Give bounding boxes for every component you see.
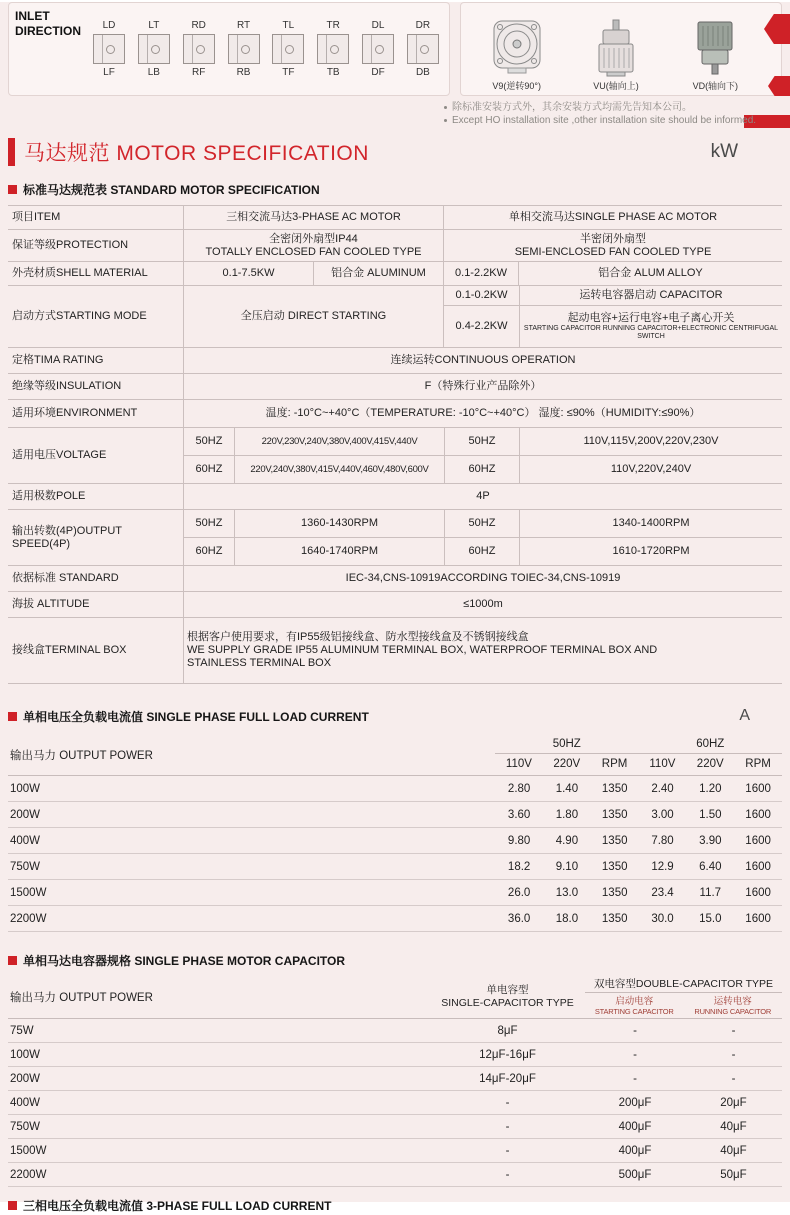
- column-header: 双电容型DOUBLE-CAPACITOR TYPE: [585, 976, 782, 993]
- spec-row-label: 海拔 ALTITUDE: [12, 598, 90, 610]
- table-cell: 23.4: [651, 886, 674, 899]
- table-row: [8, 854, 782, 880]
- table-row: [8, 802, 782, 828]
- inlet-direction-item: [89, 19, 129, 79]
- inlet-direction-title: [15, 5, 89, 39]
- table-row: [8, 828, 782, 854]
- motor-shaft-dot: [330, 45, 339, 54]
- spec-cell: 1610-1720RPM: [519, 538, 782, 565]
- mount-label: V9(逆转90°): [492, 81, 541, 91]
- spec-cell-caption: STARTING CAPACITOR RUNNING CAPACITOR+ELECTRONIC CENTRIFUGAL SWITCH: [523, 325, 779, 340]
- motor-direction-icon: [317, 34, 349, 64]
- motor-direction-icon: [407, 34, 439, 64]
- table-cell: 75W: [10, 1024, 34, 1037]
- spec-row-label: 启动方式STARTING MODE: [12, 310, 147, 322]
- inlet-top-label: TR: [326, 20, 340, 31]
- table-cell: 30.0: [651, 912, 674, 925]
- table-cell: 1.20: [699, 782, 722, 795]
- column-header: [585, 993, 684, 1018]
- table-cell: 1350: [601, 886, 628, 899]
- spec-cell: [183, 618, 782, 683]
- catalog-page: [0, 2, 790, 1213]
- spec-cell: 60HZ: [195, 463, 223, 475]
- spec-subrow: [184, 510, 782, 538]
- table-cell: 4.90: [555, 834, 579, 847]
- table-cell: 7.80: [651, 834, 674, 847]
- spec-row-protection: [8, 230, 782, 262]
- table-cell: -: [633, 1048, 637, 1061]
- table-cell: 1600: [745, 886, 771, 899]
- table-cell: 15.0: [699, 912, 722, 925]
- spec-row-starting: [8, 286, 782, 348]
- motor-shaft-dot: [375, 45, 384, 54]
- spec-cell: 0.1-0.2KW: [455, 289, 508, 301]
- column-header-line: 单电容型: [486, 984, 529, 996]
- motor-shaft-dot: [196, 45, 205, 54]
- spec-cell-line: STAINLESS TERMINAL BOX: [187, 657, 332, 669]
- inlet-bottom-label: LB: [147, 67, 160, 78]
- page-title: 马达规范 MOTOR SPECIFICATION: [24, 142, 369, 165]
- note-line: [444, 114, 780, 127]
- column-header: 110V: [505, 758, 532, 770]
- table-cell: -: [505, 1120, 510, 1133]
- spec-subtable: [443, 286, 782, 347]
- table-cell: 13.0: [555, 886, 579, 899]
- inlet-bottom-label: DB: [415, 67, 430, 78]
- table-cell: 12μF-16μF: [479, 1048, 536, 1061]
- spec-subrow: [444, 306, 782, 347]
- table-cell: 3.90: [699, 834, 722, 847]
- column-header: [430, 976, 585, 1018]
- table-cell: 14μF-20μF: [479, 1072, 536, 1085]
- installation-notes: [444, 101, 780, 127]
- table-cell: 20μF: [720, 1096, 747, 1109]
- table-row: [8, 1043, 782, 1067]
- table-row: [8, 776, 782, 802]
- inlet-direction-item: [268, 19, 308, 79]
- motor-shaft-dot: [285, 45, 294, 54]
- table-cell: -: [731, 1024, 736, 1037]
- inlet-direction-panel: [8, 2, 450, 96]
- spec-cell-line: 根据客户使用要求，有IP55级铝接线盒、防水型接线盒及不锈钢接线盒: [187, 631, 529, 643]
- section-title: 标准马达规范表 STANDARD MOTOR SPECIFICATION: [23, 182, 320, 197]
- table-cell: 200W: [10, 808, 41, 821]
- inlet-bottom-label: TF: [282, 67, 295, 78]
- spec-row-label: 保证等级PROTECTION: [12, 239, 129, 251]
- table-cell: 11.7: [699, 886, 722, 899]
- table-cell: 1350: [601, 808, 628, 821]
- inlet-title-line1: INLET: [15, 9, 50, 23]
- inlet-bottom-label: TB: [326, 67, 340, 78]
- note-text: 除标准安装方式外，其余安装方式均需先告知本公司。: [452, 102, 692, 113]
- table-row: [8, 880, 782, 906]
- spec-cell: 50HZ: [195, 517, 223, 529]
- spec-row-altitude: [8, 592, 782, 618]
- motor-shaft-dot: [241, 45, 250, 54]
- column-header: 220V: [696, 758, 724, 770]
- title-unit: kW: [710, 141, 738, 162]
- inlet-direction-item: [224, 19, 264, 79]
- column-header: 输出马力 OUTPUT POWER: [10, 749, 153, 762]
- motor-direction-icon: [362, 34, 394, 64]
- table-cell: 2.80: [507, 782, 531, 795]
- mount-figure: [488, 18, 546, 92]
- spec-row-label: 适用环境ENVIRONMENT: [12, 407, 138, 419]
- table-cell: 1600: [745, 782, 771, 795]
- spec-row-rating: [8, 348, 782, 374]
- table-cell: 9.10: [555, 860, 579, 873]
- mount-figure: [686, 18, 744, 92]
- column-header: 220V: [553, 758, 581, 770]
- section-bullet-icon: [8, 1201, 17, 1210]
- mount-label: VU(轴向上): [593, 81, 639, 91]
- motor-shaft-dot: [106, 45, 115, 54]
- motor-front-view-icon: [488, 18, 546, 78]
- table-cell: 400W: [10, 1096, 41, 1109]
- spec-cell: 连续运转CONTINUOUS OPERATION: [183, 348, 782, 373]
- flc-subheader-row: [495, 754, 782, 775]
- bullet-dot-icon: [444, 106, 447, 109]
- table-cell: 3.00: [651, 808, 674, 821]
- table-cell: 1600: [745, 834, 771, 847]
- spec-cell: 220V,230V,240V,380V,400V,415V,440V: [234, 428, 444, 455]
- table-cell: 500μF: [618, 1168, 652, 1181]
- table-cell: 1.50: [699, 808, 722, 821]
- table-cell: 26.0: [507, 886, 531, 899]
- bullet-dot-icon: [444, 119, 447, 122]
- inlet-direction-item: [403, 19, 443, 79]
- table-cell: 8μF: [497, 1024, 518, 1037]
- double-capacitor-subheaders: [585, 993, 782, 1018]
- column-header-line: 启动电容: [615, 995, 654, 1007]
- double-capacitor-header: [585, 976, 782, 1018]
- table-cell: 100W: [10, 1048, 41, 1061]
- spec-cell: 0.4-2.2KW: [455, 320, 508, 332]
- spec-row-label: 定格TIMA RATING: [12, 354, 104, 366]
- inlet-bottom-label: LF: [103, 67, 115, 78]
- spec-row-label: 依据标准 STANDARD: [12, 572, 119, 584]
- spec-cell: ≤1000m: [183, 592, 782, 617]
- spec-cell: 60HZ: [195, 545, 223, 557]
- table-cell: 1500W: [10, 886, 47, 899]
- table-cell: 1350: [601, 860, 628, 873]
- table-cell: 9.80: [507, 834, 531, 847]
- spec-cell: 铝合金 ALUM ALLOY: [518, 262, 782, 285]
- spec-cell: 50HZ: [444, 510, 519, 537]
- spec-cell: 4P: [183, 484, 782, 509]
- spec-row-insulation: [8, 374, 782, 400]
- spec-cell-line: 起动电容+运行电容+电子离心开关: [567, 312, 735, 324]
- spec-cell: 60HZ: [444, 456, 519, 483]
- table-cell: 2.40: [651, 782, 674, 795]
- section-title: 单相马达电容器规格 SINGLE PHASE MOTOR CAPACITOR: [23, 953, 346, 968]
- table-cell: -: [731, 1072, 736, 1085]
- inlet-top-label: TL: [282, 20, 295, 31]
- section-header-3phase: [8, 1195, 782, 1215]
- full-load-current-table: [8, 734, 782, 932]
- spec-row-label: 绝缘等级INSULATION: [12, 380, 122, 392]
- motor-direction-icon: [272, 34, 304, 64]
- spec-cell: 运转电容器启动 CAPACITOR: [519, 286, 782, 305]
- spec-row-label: 适用极数POLE: [12, 490, 86, 502]
- table-cell: 36.0: [507, 912, 531, 925]
- table-cell: 2200W: [10, 1168, 47, 1181]
- note-text: Except HO installation site ,other installation site should be informed.: [452, 115, 757, 126]
- table-cell: -: [505, 1168, 510, 1181]
- section-title: 单相电压全负载电流值 SINGLE PHASE FULL LOAD CURRENT: [23, 709, 369, 724]
- spec-subrow: [184, 456, 782, 483]
- spec-cell: IEC-34,CNS-10919ACCORDING TOIEC-34,CNS-10919: [183, 566, 782, 591]
- table-cell: 12.9: [651, 860, 674, 873]
- spec-row-terminal: [8, 618, 782, 684]
- section-header-flc: [8, 706, 782, 726]
- spec-cell: 1640-1740RPM: [234, 538, 444, 565]
- spec-row-label: 输出转数(4P)OUTPUT SPEED(4P): [12, 524, 122, 550]
- spec-subtable: [183, 428, 782, 483]
- table-row: [8, 1163, 782, 1187]
- motor-shaft-down-icon: [686, 18, 744, 78]
- section-bullet-icon: [8, 712, 17, 721]
- spec-cell: 单相交流马达SINGLE PHASE AC MOTOR: [443, 206, 782, 229]
- table-row: [8, 1091, 782, 1115]
- spec-subrow: [444, 286, 782, 306]
- table-cell: 750W: [10, 1120, 41, 1133]
- column-header-line: SINGLE-CAPACITOR TYPE: [441, 997, 574, 1009]
- spec-cell: [183, 230, 443, 261]
- table-cell: 1350: [601, 782, 628, 795]
- section-unit: A: [739, 707, 750, 724]
- spec-cell: 110V,115V,200V,220V,230V: [519, 428, 782, 455]
- spec-cell: 50HZ: [195, 435, 223, 447]
- inlet-direction-item: [179, 19, 219, 79]
- spec-row-label: 外壳材质SHELL MATERIAL: [12, 267, 148, 279]
- column-header: 50HZ: [552, 738, 581, 750]
- inlet-top-label: DR: [415, 20, 431, 31]
- spec-cell: [443, 230, 782, 261]
- motor-direction-icon: [138, 34, 170, 64]
- spec-cell: 全压启动 DIRECT STARTING: [183, 286, 443, 347]
- spec-cell: F（特殊行业产品除外）: [183, 374, 782, 399]
- spec-cell-line: 全密闭外扇型IP44: [269, 232, 358, 245]
- spec-row-speed: [8, 510, 782, 566]
- spec-subrow: [184, 428, 782, 456]
- table-cell: -: [731, 1048, 736, 1061]
- spec-row-pole: [8, 484, 782, 510]
- spec-cell-line: 半密闭外扇型: [580, 232, 646, 245]
- spec-cell: 1340-1400RPM: [519, 510, 782, 537]
- table-cell: 2200W: [10, 912, 47, 925]
- section-header-spec: [8, 179, 782, 199]
- inlet-top-label: DL: [371, 20, 385, 31]
- spec-cell: 220V,240V,380V,415V,440V,460V,480V,600V: [234, 456, 444, 483]
- table-cell: -: [505, 1096, 510, 1109]
- table-cell: -: [505, 1144, 510, 1157]
- table-cell: 200μF: [618, 1096, 652, 1109]
- column-header: [684, 993, 783, 1018]
- table-cell: 18.0: [555, 912, 579, 925]
- table-row: [8, 1019, 782, 1043]
- inlet-title-line2: DIRECTION: [15, 24, 81, 38]
- table-row: [8, 1067, 782, 1091]
- table-cell: 40μF: [720, 1120, 747, 1133]
- flc-table-header: [8, 734, 782, 776]
- spec-cell-line: SEMI-ENCLOSED FAN COOLED TYPE: [514, 245, 712, 258]
- spec-row-voltage: [8, 428, 782, 484]
- spec-row-label: 接线盒TERMINAL BOX: [12, 644, 127, 656]
- spec-cell: 温度: -10°C~+40°C（TEMPERATURE: -10°C~+40°C） 湿度: ≤90%（HUMIDITY:≤90%）: [183, 400, 782, 427]
- table-cell: 3.60: [507, 808, 531, 821]
- table-cell: 400μF: [618, 1144, 652, 1157]
- inlet-direction-item: [134, 19, 174, 79]
- spec-cell: 铝合金 ALUMINUM: [313, 262, 443, 285]
- mount-figure: [587, 18, 645, 92]
- mounting-panel: [460, 2, 782, 96]
- table-row: [8, 906, 782, 932]
- inlet-top-label: RT: [236, 20, 251, 31]
- flc-table-body: [8, 776, 782, 932]
- spec-row-standard: [8, 566, 782, 592]
- table-cell: 40μF: [720, 1144, 747, 1157]
- inlet-bottom-label: RF: [192, 67, 206, 78]
- column-header-line: RUNNING CAPACITOR: [694, 1006, 772, 1016]
- page-title-bar: [8, 135, 782, 169]
- table-cell: 1.40: [555, 782, 579, 795]
- top-area: [8, 2, 782, 96]
- spec-cell: 0.1-7.5KW: [183, 262, 313, 285]
- capacitor-table: [8, 976, 782, 1187]
- section-bullet-icon: [8, 956, 17, 965]
- table-cell: 1600: [745, 912, 771, 925]
- section-bullet-icon: [8, 185, 17, 194]
- spec-row-item: [8, 206, 782, 230]
- capacitor-table-body: [8, 1019, 782, 1187]
- spec-row-label: 项目ITEM: [12, 211, 61, 223]
- table-row: [8, 1139, 782, 1163]
- motor-shaft-up-icon: [587, 18, 645, 78]
- section-header-capacitor: [8, 950, 782, 970]
- table-cell: 1500W: [10, 1144, 47, 1157]
- spec-cell: [519, 306, 782, 347]
- table-cell: 1350: [601, 834, 628, 847]
- capacitor-table-header: [8, 976, 782, 1019]
- spec-row-environment: [8, 400, 782, 428]
- inlet-bottom-label: DF: [371, 67, 385, 78]
- spec-row-shell: [8, 262, 782, 286]
- spec-cell: 0.1-2.2KW: [443, 262, 518, 285]
- table-cell: 400μF: [618, 1120, 652, 1133]
- inlet-top-label: LT: [148, 20, 160, 31]
- inlet-top-label: RD: [191, 20, 206, 31]
- inlet-grid: [89, 19, 443, 79]
- table-cell: 400W: [10, 834, 41, 847]
- spec-cell-line: TOTALLY ENCLOSED FAN COOLED TYPE: [205, 245, 422, 258]
- flc-frequency-row: [495, 734, 782, 754]
- column-header: 110V: [649, 758, 676, 770]
- column-header: RPM: [601, 758, 628, 770]
- title-accent-bar: [8, 138, 15, 166]
- spec-cell-line: WE SUPPLY GRADE IP55 ALUMINUM TERMINAL BOX, WATERPROOF TERMINAL BOX AND: [187, 644, 658, 656]
- spec-row-label: 适用电压VOLTAGE: [12, 449, 107, 461]
- table-cell: 18.2: [507, 860, 531, 873]
- inlet-direction-item: [313, 19, 353, 79]
- column-header: RPM: [745, 758, 771, 770]
- spec-cell: 1360-1430RPM: [234, 510, 444, 537]
- column-header-line: STARTING CAPACITOR: [594, 1006, 674, 1016]
- mount-label: VD(轴向下): [692, 81, 739, 91]
- spec-cell: 三相交流马达3-PHASE AC MOTOR: [183, 206, 443, 229]
- motor-direction-icon: [228, 34, 260, 64]
- motor-shaft-dot: [151, 45, 160, 54]
- inlet-direction-item: [358, 19, 398, 79]
- motor-direction-icon: [183, 34, 215, 64]
- table-cell: 6.40: [699, 860, 722, 873]
- table-row: [8, 1115, 782, 1139]
- motor-shaft-dot: [420, 45, 429, 54]
- table-cell: 750W: [10, 860, 41, 873]
- inlet-bottom-label: RB: [236, 67, 251, 78]
- table-cell: 1.80: [555, 808, 579, 821]
- table-cell: 1600: [745, 808, 771, 821]
- spec-cell: 60HZ: [444, 538, 519, 565]
- motor-direction-icon: [93, 34, 125, 64]
- note-line: [444, 101, 780, 114]
- column-header: 60HZ: [696, 738, 725, 750]
- column-header: 输出马力 OUTPUT POWER: [10, 992, 153, 1004]
- table-cell: -: [633, 1072, 637, 1085]
- inlet-top-label: LD: [102, 20, 116, 31]
- spec-cell: 50HZ: [444, 428, 519, 455]
- table-cell: 1350: [601, 912, 628, 925]
- spec-subtable: [183, 510, 782, 565]
- column-header-line: 运转电容: [713, 995, 752, 1007]
- table-cell: 1600: [745, 860, 771, 873]
- spec-cell: 110V,220V,240V: [519, 456, 782, 483]
- table-cell: 50μF: [720, 1168, 747, 1181]
- spec-subrow: [184, 538, 782, 565]
- flc-header-right: [495, 734, 782, 775]
- table-cell: -: [633, 1024, 637, 1037]
- table-cell: 100W: [10, 782, 41, 795]
- spec-table: [8, 205, 782, 684]
- table-cell: 200W: [10, 1072, 41, 1085]
- section-title: 三相电压全负载电流值 3-PHASE FULL LOAD CURRENT: [23, 1198, 332, 1213]
